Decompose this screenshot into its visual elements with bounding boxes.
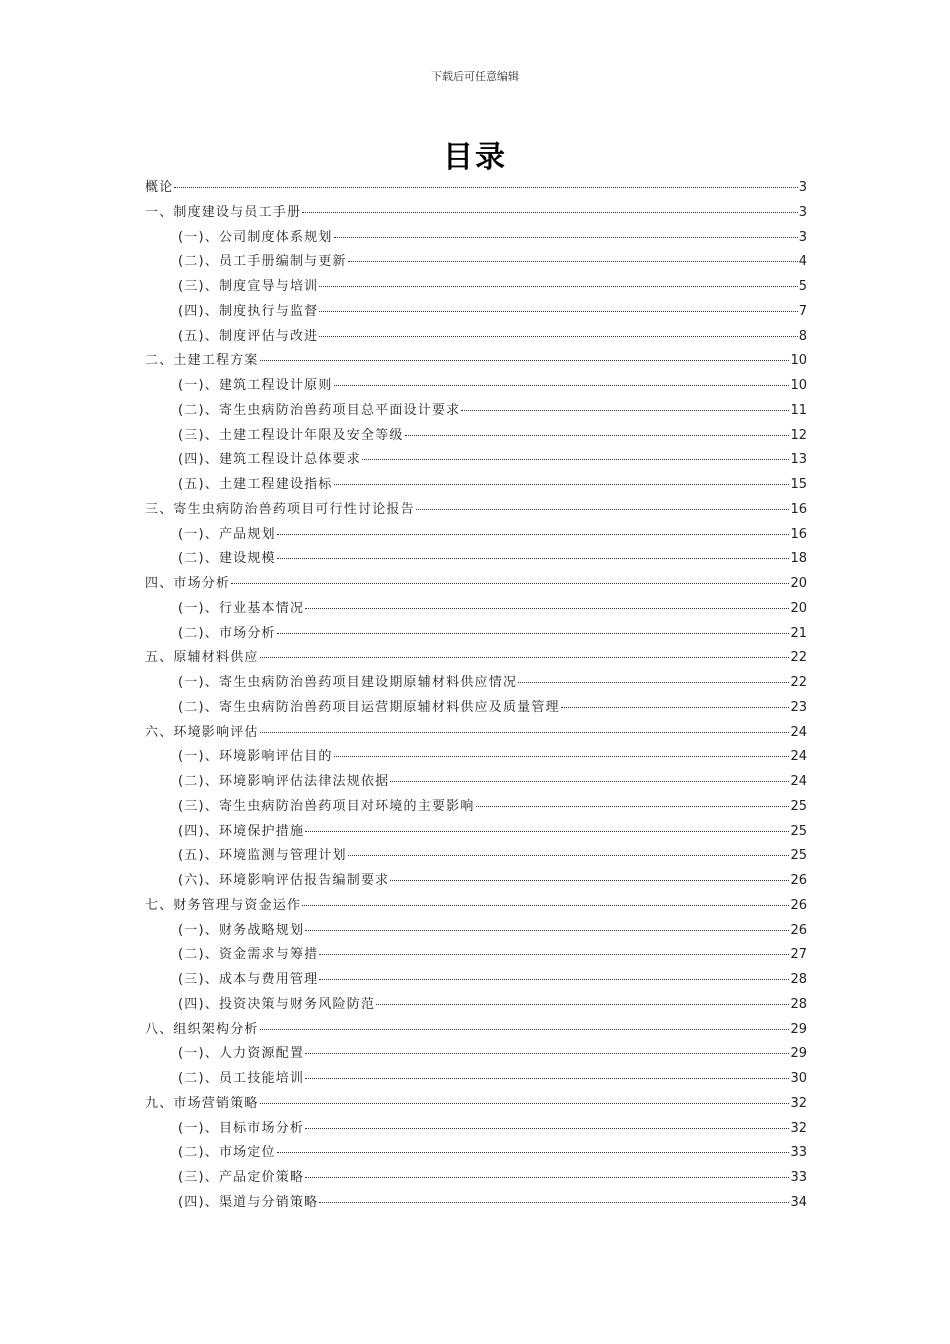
toc-entry-text: (二)、市场分析 xyxy=(178,625,276,641)
toc-subentry[interactable] xyxy=(145,1166,807,1191)
toc-dot-leader xyxy=(334,483,790,485)
toc-page-number: 22 xyxy=(790,675,807,690)
toc-entry-text: (二)、建设规模 xyxy=(178,551,276,567)
toc-entry-text: (二)、寄生虫病防治兽药项目总平面设计要求 xyxy=(178,402,461,418)
toc-dot-leader xyxy=(390,780,789,782)
toc-page-number: 25 xyxy=(790,848,807,864)
toc-page-number: 30 xyxy=(790,1071,807,1086)
toc-subentry[interactable] xyxy=(145,770,807,795)
toc-entry-text: (四)、渠道与分销策略 xyxy=(178,1194,319,1210)
toc-subentry[interactable] xyxy=(145,300,807,325)
toc-page-number: 29 xyxy=(790,1021,807,1037)
toc-dot-leader xyxy=(376,1003,789,1005)
toc-dot-leader xyxy=(231,582,789,584)
toc-dot-leader xyxy=(319,978,789,980)
toc-entry-text: (四)、环境保护措施 xyxy=(178,823,305,839)
toc-dot-leader xyxy=(319,310,797,312)
toc-page-number: 33 xyxy=(790,1170,807,1185)
toc-dot-leader xyxy=(405,434,790,436)
toc-entry-text: (一)、建筑工程设计原则 xyxy=(178,378,333,393)
toc-dot-leader xyxy=(348,854,790,856)
toc-dot-leader xyxy=(334,384,790,386)
toc-dot-leader xyxy=(277,533,790,535)
toc-subentry[interactable] xyxy=(145,275,807,300)
toc-dot-leader xyxy=(260,1102,790,1104)
toc-subentry[interactable] xyxy=(145,473,807,498)
toc-dot-leader xyxy=(319,335,797,337)
toc-page-number: 15 xyxy=(790,477,807,492)
toc-entry-text: (二)、资金需求与筹措 xyxy=(178,947,319,963)
toc-dot-leader xyxy=(461,409,789,411)
toc-entry-text: (四)、投资决策与财务风险防范 xyxy=(178,996,376,1012)
toc-dot-leader xyxy=(305,1077,789,1079)
toc-dot-leader xyxy=(260,1028,790,1030)
toc-entry-text: (三)、土建工程设计年限及安全等级 xyxy=(178,427,404,443)
toc-entry-text: (二)、寄生虫病防治兽药项目运营期原辅材料供应及质量管理 xyxy=(178,699,560,715)
toc-dot-leader xyxy=(305,1127,789,1129)
toc-page-number: 3 xyxy=(798,204,807,220)
page-header: 下载后可任意编辑 xyxy=(431,70,519,83)
toc-dot-leader xyxy=(518,681,789,683)
toc-page-number: 13 xyxy=(790,452,807,468)
toc-entry-text: 七、财务管理与资金运作 xyxy=(145,897,302,913)
toc-page-number: 20 xyxy=(790,600,807,616)
toc-entry[interactable] xyxy=(145,572,807,597)
toc-subentry[interactable] xyxy=(145,671,807,696)
toc-entry[interactable] xyxy=(145,1018,807,1043)
toc-subentry[interactable] xyxy=(145,523,807,548)
toc-page-number: 5 xyxy=(798,279,807,294)
toc-subentry[interactable] xyxy=(145,622,807,647)
toc-subentry[interactable] xyxy=(145,1042,807,1067)
toc-page-number: 34 xyxy=(790,1194,807,1210)
toc-page-number: 4 xyxy=(798,254,807,270)
toc-entry-text: (三)、制度宣导与培训 xyxy=(178,279,319,294)
toc-dot-leader xyxy=(334,236,798,238)
toc-page-number: 27 xyxy=(790,947,807,963)
toc-entry-text: (三)、产品定价策略 xyxy=(178,1170,305,1185)
toc-subentry[interactable] xyxy=(145,844,807,869)
toc-page-number: 11 xyxy=(790,402,807,418)
toc-dot-leader xyxy=(390,879,789,881)
toc-entry[interactable] xyxy=(145,349,807,374)
toc-entry-text: (五)、环境监测与管理计划 xyxy=(178,848,347,864)
toc-entry-text: (一)、目标市场分析 xyxy=(178,1120,305,1136)
toc-dot-leader xyxy=(334,755,790,757)
toc-entry-text: (一)、产品规划 xyxy=(178,526,276,542)
toc-dot-leader xyxy=(174,186,797,188)
toc-entry-text: 五、原辅材料供应 xyxy=(145,650,259,666)
toc-page-number: 21 xyxy=(790,625,807,641)
toc-dot-leader xyxy=(305,607,789,609)
toc-subentry[interactable] xyxy=(145,745,807,770)
toc-entry-text: 三、寄生虫病防治兽药项目可行性讨论报告 xyxy=(145,501,415,517)
toc-page-number: 8 xyxy=(798,328,807,344)
toc-subentry[interactable] xyxy=(145,1141,807,1166)
toc-entry[interactable] xyxy=(145,721,807,746)
toc-page-number: 26 xyxy=(790,873,807,888)
toc-entry-text: 一、制度建设与员工手册 xyxy=(145,204,302,220)
toc-page-number: 23 xyxy=(790,699,807,715)
toc-dot-leader xyxy=(302,211,798,213)
toc-dot-leader xyxy=(302,904,789,906)
toc-page-number: 28 xyxy=(790,996,807,1012)
toc-subentry[interactable] xyxy=(145,820,807,845)
toc-entry-text: 四、市场分析 xyxy=(145,576,231,591)
toc-page-number: 24 xyxy=(790,749,807,765)
toc-entry-text: 八、组织架构分析 xyxy=(145,1021,259,1037)
toc-entry[interactable] xyxy=(145,894,807,919)
toc-entry-text: (一)、人力资源配置 xyxy=(178,1046,305,1062)
toc-entry[interactable] xyxy=(145,1092,807,1117)
toc-entry-text: (四)、建筑工程设计总体要求 xyxy=(178,452,361,468)
toc-page-number: 12 xyxy=(790,427,807,443)
toc-page-number: 29 xyxy=(790,1046,807,1062)
toc-dot-leader xyxy=(319,953,789,955)
toc-subentry[interactable] xyxy=(145,226,807,251)
toc-page-number: 16 xyxy=(790,501,807,517)
toc-page-number: 3 xyxy=(798,229,807,245)
toc-subentry[interactable] xyxy=(145,1117,807,1142)
toc-entry-text: 六、环境影响评估 xyxy=(145,724,259,740)
toc-entry-text: (二)、市场定位 xyxy=(178,1145,276,1161)
toc-dot-leader xyxy=(277,557,790,559)
toc-page-number: 16 xyxy=(790,526,807,542)
toc-entry-text: (四)、制度执行与监督 xyxy=(178,303,319,319)
toc-dot-leader xyxy=(362,458,790,460)
toc-entry-text: (三)、成本与费用管理 xyxy=(178,972,319,987)
toc-dot-leader xyxy=(305,1052,789,1054)
toc-subentry[interactable] xyxy=(145,399,807,424)
toc-page-number: 18 xyxy=(790,551,807,567)
toc-page-number: 25 xyxy=(790,823,807,839)
toc-subentry[interactable] xyxy=(145,250,807,275)
toc-subentry[interactable] xyxy=(145,325,807,350)
toc-page-number: 3 xyxy=(798,180,807,195)
toc-subentry[interactable] xyxy=(145,993,807,1018)
toc-dot-leader xyxy=(416,508,790,510)
toc-entry-text: (二)、员工技能培训 xyxy=(178,1071,305,1086)
toc-entry-text: (三)、寄生虫病防治兽药项目对环境的主要影响 xyxy=(178,798,475,814)
toc-page-number: 24 xyxy=(790,724,807,740)
table-of-contents xyxy=(145,176,807,1216)
toc-entry-text: (一)、财务战略规划 xyxy=(178,922,305,938)
toc-page-number: 26 xyxy=(790,922,807,938)
toc-entry[interactable] xyxy=(145,646,807,671)
toc-page-number: 26 xyxy=(790,897,807,913)
toc-page-number: 10 xyxy=(790,378,807,393)
toc-subentry[interactable] xyxy=(145,696,807,721)
toc-entry-text: 九、市场营销策略 xyxy=(145,1095,259,1111)
toc-page-number: 32 xyxy=(790,1120,807,1136)
toc-page-number: 25 xyxy=(790,798,807,814)
toc-dot-leader xyxy=(319,285,797,287)
toc-dot-leader xyxy=(319,1201,789,1203)
toc-dot-leader xyxy=(348,260,798,262)
toc-entry-text: (一)、环境影响评估目的 xyxy=(178,749,333,765)
toc-page-number: 20 xyxy=(790,576,807,591)
toc-entry-text: (一)、行业基本情况 xyxy=(178,600,305,616)
toc-entry-text: (二)、环境影响评估法律法规依据 xyxy=(178,774,390,789)
toc-entry-text: (二)、员工手册编制与更新 xyxy=(178,254,347,270)
toc-subentry[interactable] xyxy=(145,1067,807,1092)
toc-dot-leader xyxy=(277,632,790,634)
toc-entry[interactable] xyxy=(145,176,807,201)
toc-entry-text: (五)、土建工程建设指标 xyxy=(178,477,333,492)
toc-subentry[interactable] xyxy=(145,1191,807,1216)
toc-dot-leader xyxy=(260,656,790,658)
toc-entry-text: (一)、公司制度体系规划 xyxy=(178,229,333,245)
page-title: 目录 xyxy=(443,140,507,175)
toc-page-number: 33 xyxy=(790,1145,807,1161)
toc-page-number: 22 xyxy=(790,650,807,666)
toc-subentry[interactable] xyxy=(145,424,807,449)
toc-page-number: 28 xyxy=(790,972,807,987)
toc-dot-leader xyxy=(305,830,789,832)
toc-dot-leader xyxy=(260,359,790,361)
toc-dot-leader xyxy=(476,805,790,807)
toc-entry-text: (六)、环境影响评估报告编制要求 xyxy=(178,873,390,888)
toc-subentry[interactable] xyxy=(145,869,807,894)
toc-page-number: 24 xyxy=(790,774,807,789)
toc-dot-leader xyxy=(305,1176,789,1178)
toc-subentry[interactable] xyxy=(145,795,807,820)
toc-dot-leader xyxy=(277,1151,790,1153)
toc-page-number: 32 xyxy=(790,1095,807,1111)
toc-subentry[interactable] xyxy=(145,919,807,944)
toc-entry-text: 概论 xyxy=(145,180,174,195)
toc-subentry[interactable] xyxy=(145,374,807,399)
toc-subentry[interactable] xyxy=(145,448,807,473)
toc-page-number: 7 xyxy=(798,303,807,319)
toc-entry[interactable] xyxy=(145,201,807,226)
toc-entry-text: (五)、制度评估与改进 xyxy=(178,328,319,344)
toc-dot-leader xyxy=(260,731,790,733)
toc-subentry[interactable] xyxy=(145,943,807,968)
toc-subentry[interactable] xyxy=(145,547,807,572)
toc-dot-leader xyxy=(305,929,789,931)
toc-dot-leader xyxy=(561,706,790,708)
toc-entry-text: 二、土建工程方案 xyxy=(145,353,259,369)
toc-subentry[interactable] xyxy=(145,597,807,622)
toc-entry-text: (一)、寄生虫病防治兽药项目建设期原辅材料供应情况 xyxy=(178,675,518,690)
toc-subentry[interactable] xyxy=(145,968,807,993)
toc-page-number: 10 xyxy=(790,353,807,369)
toc-entry[interactable] xyxy=(145,498,807,523)
